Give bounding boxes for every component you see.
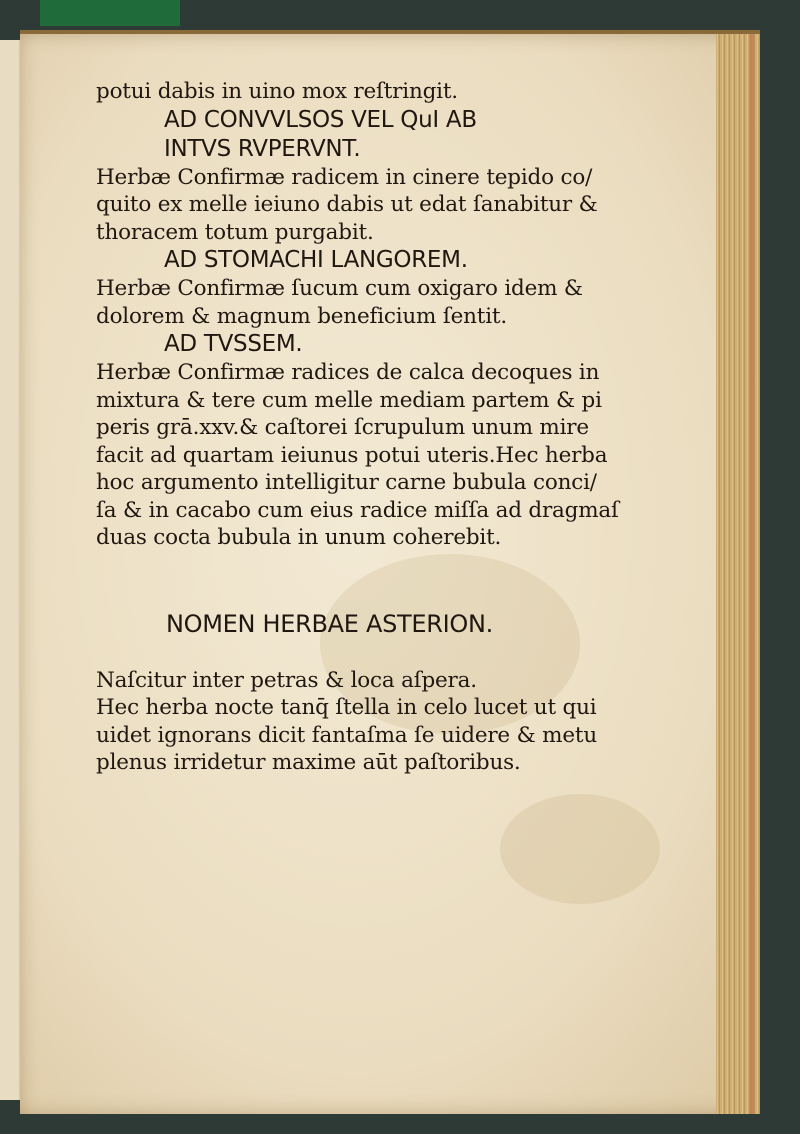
text-line: ſa & in cacabo cum eius radice miſſa ad dragmaſ	[96, 497, 619, 523]
section-heading: AD TVSSEM.	[164, 331, 303, 357]
section-heading: AD STOMACHI LANGOREM.	[164, 247, 468, 273]
section-heading: INTVS RVPERVNT.	[164, 135, 361, 162]
text-line: Herbæ Confirmæ ſucum cum oxigaro idem &	[96, 276, 583, 301]
text-line: facit ad quartam ieiunus potui uteris.Hec herba	[96, 442, 608, 468]
text-line: Herbæ Confirmæ radices de calca decoques in	[96, 360, 600, 385]
text-line: potui dabis in uino mox reſtringit.	[96, 79, 458, 104]
text-line: Hec herba nocte tanq̄ ſtella in celo lucet ut qui	[96, 695, 597, 720]
text-line: dolorem & magnum beneficium ſentit.	[96, 303, 508, 329]
text-line: peris grā.xxv.& caſtorei ſcrupulum unum mire	[96, 415, 589, 440]
bookmark-tab	[40, 0, 180, 26]
text-line: Naſcitur inter petras & loca aſpera.	[96, 667, 477, 693]
chapter-heading: NOMEN HERBAE ASTERION.	[166, 609, 493, 638]
text-line: duas cocta bubula in unum coherebit.	[96, 525, 502, 550]
text-line: thoracem totum purgabit.	[96, 219, 374, 245]
text-line: quito ex melle ieiuno dabis ut edat ſanabitur &	[96, 192, 598, 217]
text-line: plenus irridetur maxime aūt paſtoribus.	[96, 750, 521, 775]
text-line: hoc argumento intelligitur carne bubula conci/	[96, 470, 597, 495]
text-line: uidet ignorans dicit fantaſma ſe uidere & metu	[96, 722, 597, 748]
section-heading: AD CONVVLSOS VEL QuI AB	[164, 106, 477, 133]
text-line: Herbæ Confirmæ radicem in cinere tepido co/	[96, 164, 593, 190]
page-edges	[716, 34, 760, 1114]
printed-text-block	[96, 78, 646, 777]
text-line: mixtura & tere cum melle mediam partem & pi	[96, 387, 602, 413]
